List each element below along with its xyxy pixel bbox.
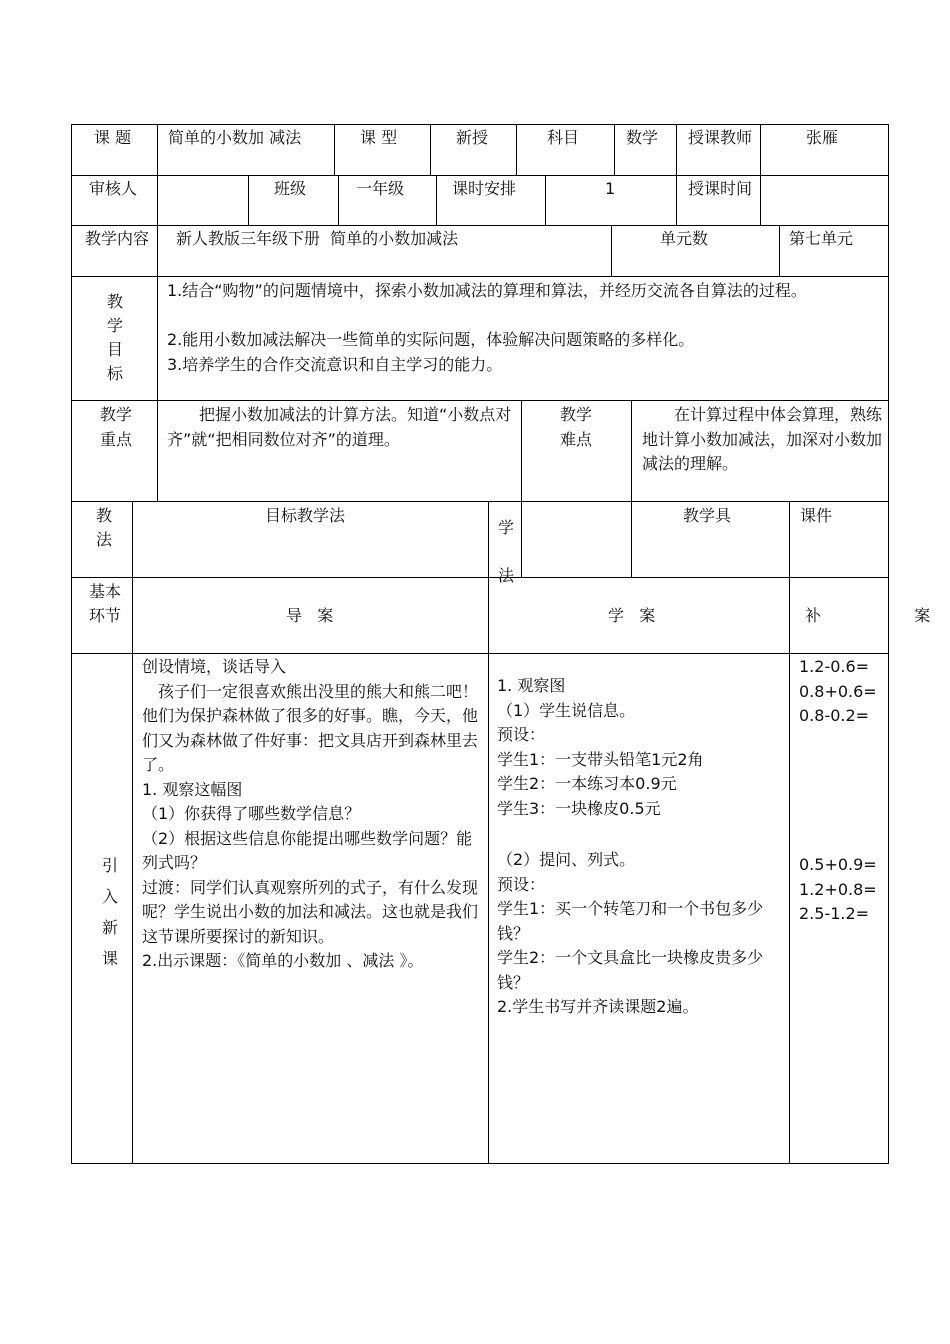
supplement-line: 0.5+0.9= xyxy=(799,855,877,874)
study-line: 学生2：一本练习本0.9元 xyxy=(497,774,677,793)
rule xyxy=(789,501,790,1164)
guide-line-6: 过渡：同学们认真观察所列的式子，有什么发现呢？学生说出小数的加法和减法。这也就是我们这节课所要探讨的新知识。 xyxy=(142,877,479,946)
class-value: 一年级 xyxy=(356,179,405,198)
study-line: （2）提问、列式。 xyxy=(497,850,636,869)
rule xyxy=(71,400,889,401)
goal-item-3: 3.培养学生的合作交流意识和自主学习的能力。 xyxy=(167,355,503,374)
guide-column xyxy=(142,655,482,974)
supplement-line: 1.2-0.6= xyxy=(799,657,870,676)
supplement-column-b xyxy=(799,853,885,927)
rule xyxy=(676,175,677,225)
rule xyxy=(71,124,72,1164)
intro-step-label: 引入新课 xyxy=(101,856,118,968)
study-column-b xyxy=(497,848,787,1020)
type-label: 课 型 xyxy=(360,128,398,147)
rule xyxy=(71,175,889,176)
study-line: （1）学生说信息。 xyxy=(497,700,636,720)
rule xyxy=(676,124,677,175)
unit-value: 第七单元 xyxy=(789,229,854,248)
subject-label: 科目 xyxy=(547,128,580,147)
study-column-a xyxy=(497,674,787,821)
rule xyxy=(521,400,522,501)
rule xyxy=(71,225,889,226)
rule xyxy=(436,175,437,225)
rule xyxy=(334,124,335,175)
difficult-label: 教学难点 xyxy=(559,405,592,449)
rule xyxy=(521,501,522,577)
guide-line-3: 1. 观察这幅图 xyxy=(142,779,243,799)
rule xyxy=(545,175,546,225)
rule xyxy=(71,124,889,125)
key-label: 教学重点 xyxy=(99,405,132,449)
guide-line-7: 2.出示课题：《简单的小数加 、减法 》。 xyxy=(142,951,424,970)
supplement-line: 1.2+0.8= xyxy=(799,879,877,899)
rule xyxy=(488,501,489,1164)
guide-line-2: 孩子们一定很喜欢熊出没里的熊大和熊二吧！他们为保护森林做了很多的好事。瞧，今天，他们又为森林做了件好事：把文具店开到森林里去了。 xyxy=(142,681,479,774)
rule xyxy=(760,124,761,225)
study-line: 1. 观察图 xyxy=(497,676,566,695)
goal-item-1: 1.结合“购物”的问题情境中，探索小数加减法的算理和算法，并经历交流各自算法的过程。 xyxy=(167,281,807,300)
rule xyxy=(132,501,133,1164)
guide-line-5: （2）根据这些信息你能提出哪些数学问题？能列式吗？ xyxy=(142,828,473,872)
rule xyxy=(71,1163,889,1164)
guide-line-1: 创设情境，谈话导入 xyxy=(142,657,287,676)
learn-method-label: 学法 xyxy=(497,518,514,585)
key-text: 把握小数加减法的计算方法。知道“小数点对齐”就“把相同数位对齐”的道理。 xyxy=(167,405,512,449)
topic-label: 课 题 xyxy=(94,128,132,147)
guide-line-4: （1）你获得了哪些数学信息？ xyxy=(142,804,361,823)
goal-item-2: 2.能用小数加减法解决一些简单的实际问题，体验解决问题策略的多样化。 xyxy=(167,330,695,349)
study-line: 学生1：一支带头铅笔1元2角 xyxy=(497,749,704,769)
rule xyxy=(516,124,517,175)
type-value: 新授 xyxy=(456,128,489,147)
study-line: 学生1：买一个转笔刀和一个书包多少钱？ xyxy=(497,899,764,943)
study-line: 2.学生书写并齐读课题2遍。 xyxy=(497,997,699,1016)
teacher-value: 张雁 xyxy=(806,128,839,147)
tools-label: 教学具 xyxy=(683,506,732,525)
supplement-line: 0.8-0.2= xyxy=(799,706,870,725)
step-label: 基本环节 xyxy=(88,582,121,625)
rule xyxy=(71,501,889,502)
rule xyxy=(71,653,889,654)
difficult-text: 在计算过程中体会算理，熟练地计算小数加减法，加深对小数加减法的理解。 xyxy=(642,405,883,473)
supplement-header: 补 案 xyxy=(805,606,931,625)
hours-value: 1 xyxy=(605,179,616,198)
study-line: 预设： xyxy=(497,725,546,744)
rule xyxy=(631,400,632,577)
rule xyxy=(779,225,780,276)
rule xyxy=(338,175,339,225)
goals-label: 教学目标 xyxy=(106,292,123,383)
hours-label: 课时安排 xyxy=(452,179,517,198)
topic-value: 简单的小数加 减法 xyxy=(168,128,302,147)
content-value: 新人教版三年级下册 简单的小数加减法 xyxy=(176,229,459,248)
reviewer-label: 审核人 xyxy=(89,179,138,198)
study-line: 学生3：一块橡皮0.5元 xyxy=(497,798,661,818)
content-label: 教学内容 xyxy=(84,229,149,248)
rule xyxy=(71,276,889,277)
teach-method-label: 教法 xyxy=(95,506,112,549)
rule xyxy=(71,577,889,578)
rule xyxy=(888,124,889,1164)
unit-label: 单元数 xyxy=(660,229,709,248)
rule xyxy=(248,175,249,225)
time-label: 授课时间 xyxy=(688,179,753,198)
supplement-line: 2.5-1.2= xyxy=(799,904,870,923)
supplement-line: 0.8+0.6= xyxy=(799,681,877,701)
target-method-label: 目标教学法 xyxy=(265,506,346,525)
rule xyxy=(611,225,612,276)
rule xyxy=(430,124,431,175)
rule xyxy=(614,124,615,175)
class-label: 班级 xyxy=(274,179,307,198)
study-header: 学 案 xyxy=(608,606,656,625)
teacher-label: 授课教师 xyxy=(688,128,753,147)
subject-value: 数学 xyxy=(626,128,659,147)
courseware-label: 课件 xyxy=(800,506,833,525)
study-line: 预设： xyxy=(497,874,546,894)
rule xyxy=(157,124,158,501)
guide-header: 导 案 xyxy=(286,606,334,625)
study-line: 学生2：一个文具盒比一块橡皮贵多少钱？ xyxy=(497,948,764,992)
supplement-column-a xyxy=(799,655,885,729)
